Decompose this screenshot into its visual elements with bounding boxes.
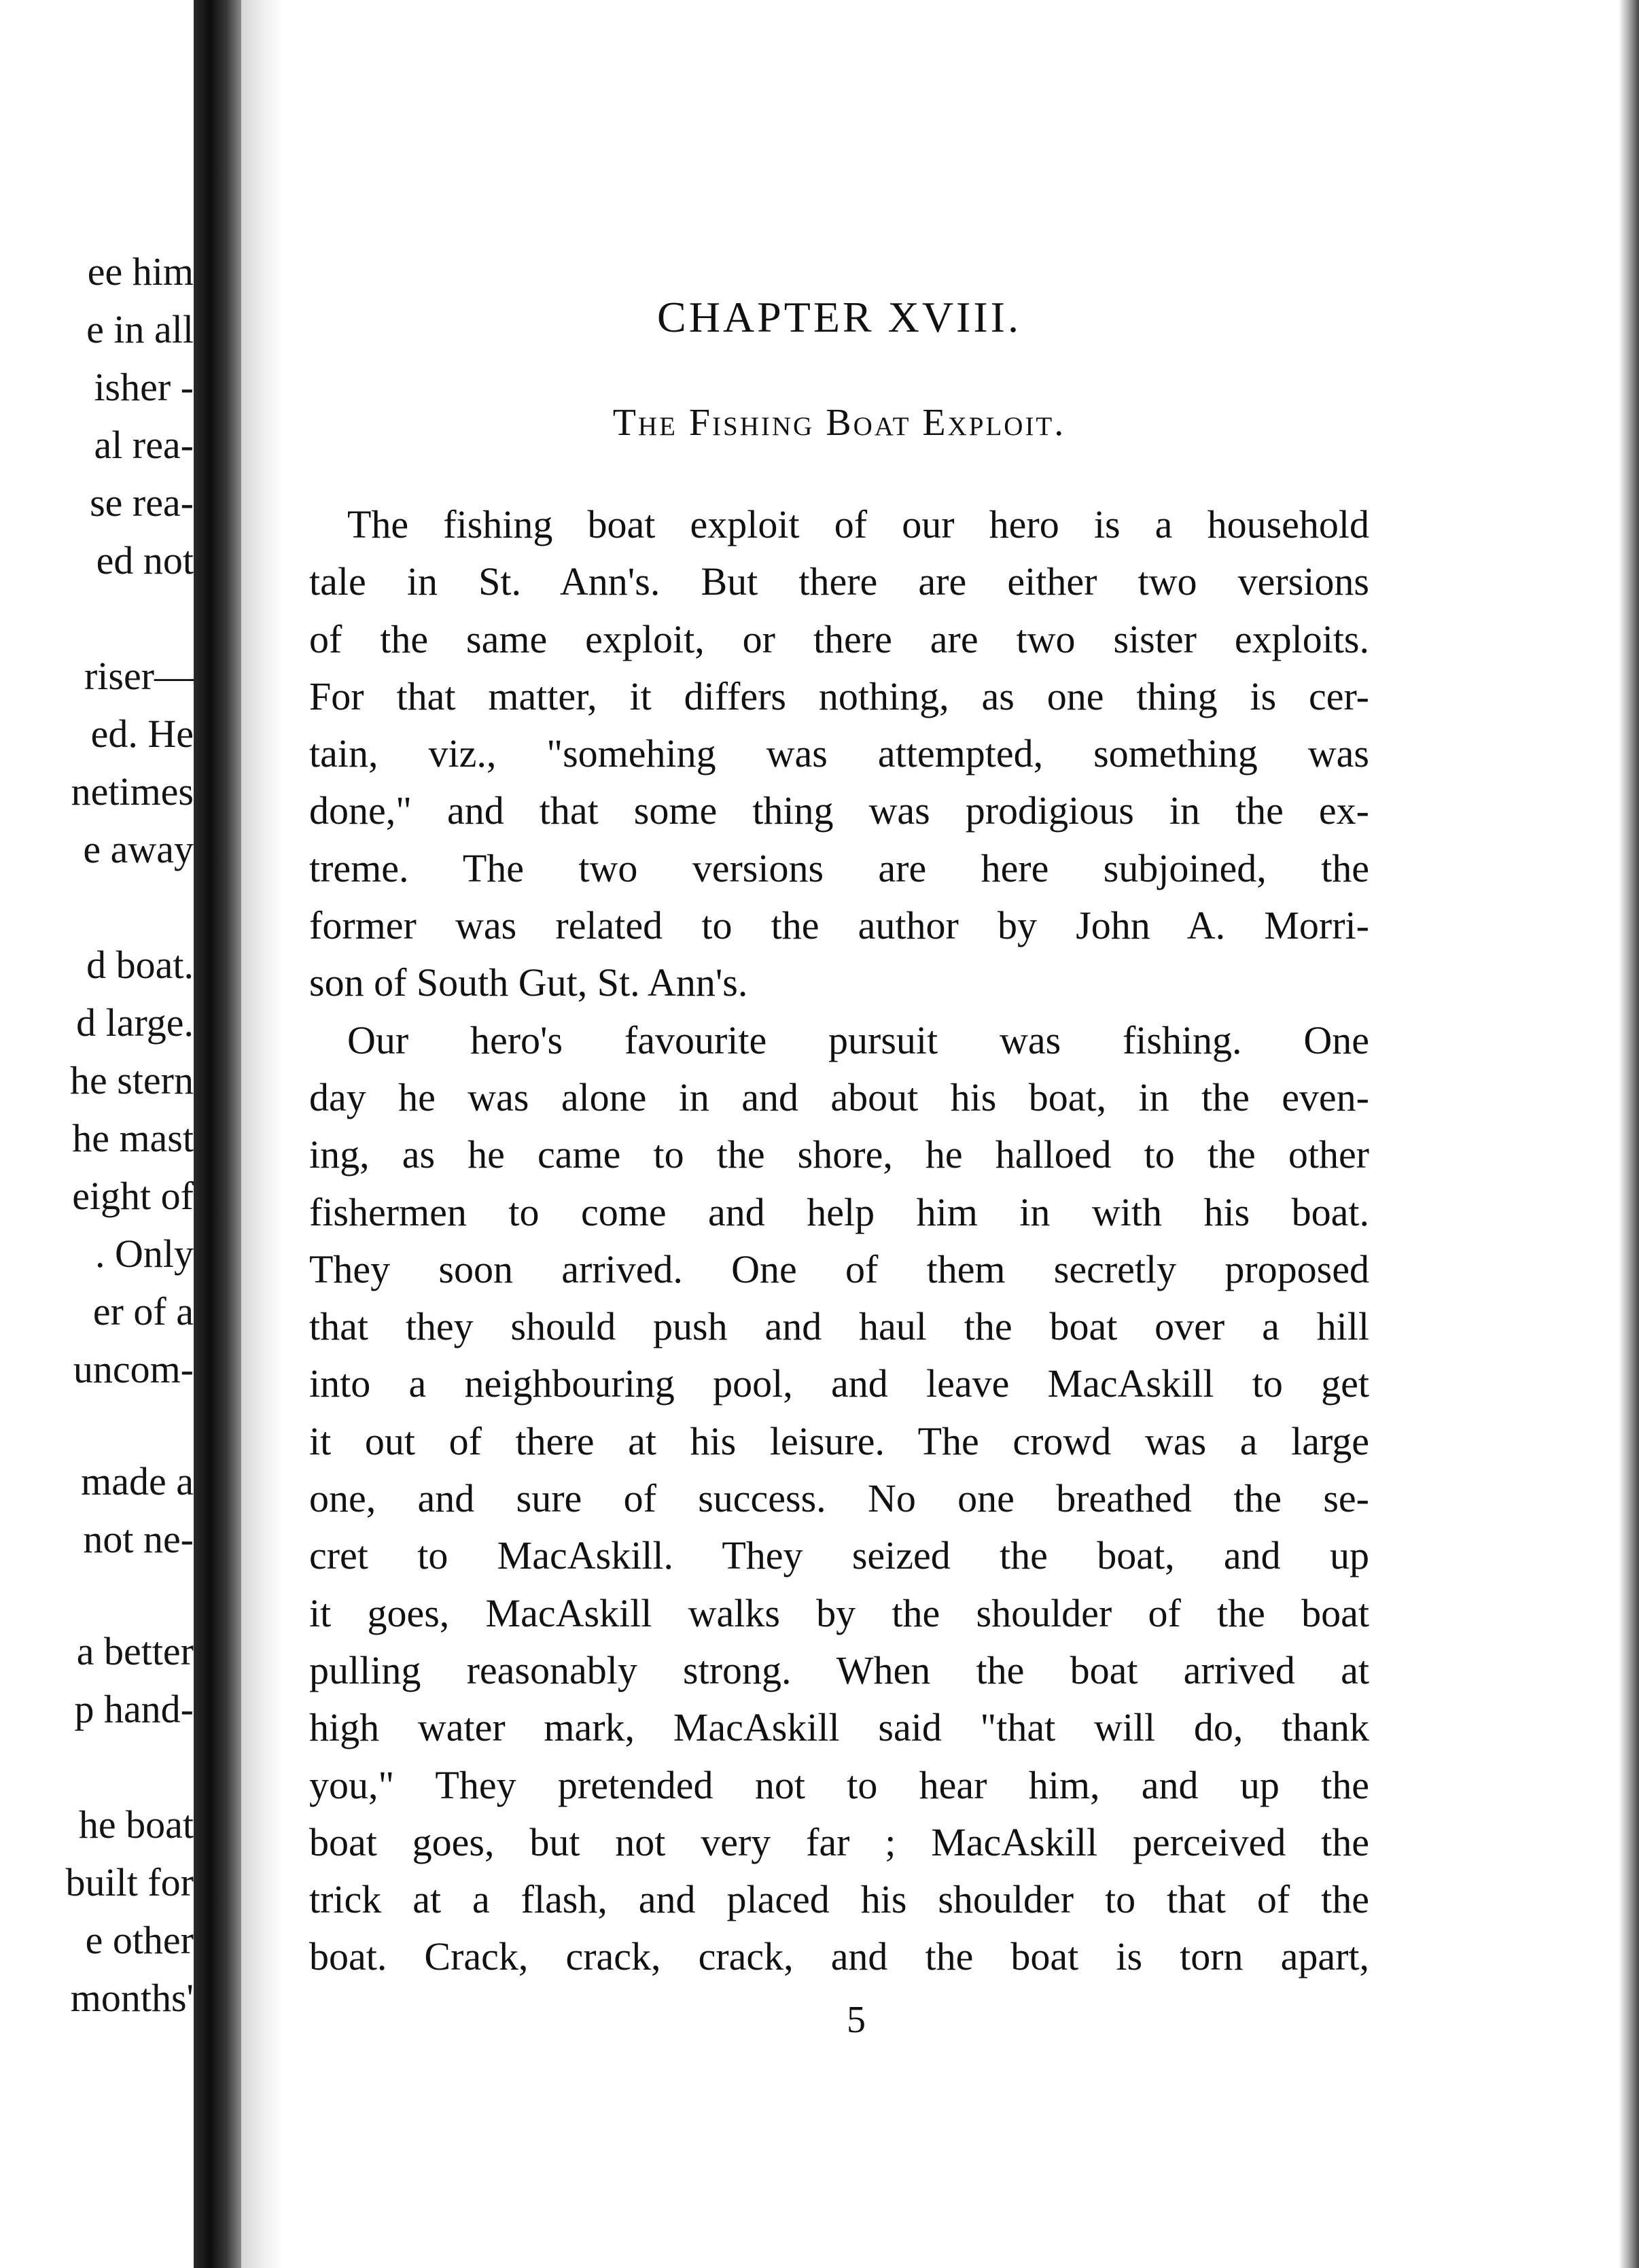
book-gutter [194,0,241,2268]
previous-page-line: months' [70,1976,194,2020]
previous-page-line: he stern [70,1058,194,1102]
text-line: that they should push and haul the boat over a hill [309,1304,1369,1349]
previous-page-line: made a [81,1459,194,1503]
page-edge [1619,0,1639,2268]
text-line: it out of there at his leisure. The crowd was a large [309,1418,1369,1463]
previous-page-line: se rea- [90,481,194,525]
previous-page-line: uncom- [73,1347,194,1391]
text-line: you," They pretended not to hear him, and up the [309,1762,1369,1807]
text-line: The fishing boat exploit of our hero is a household [347,502,1369,546]
text-line: day he was alone in and about his boat, in the even- [309,1075,1369,1119]
text-line: former was related to the author by John A. Morri- [309,903,1369,948]
previous-page-line: ed. He [90,712,194,756]
text-line: tale in St. Ann's. But there are either two versions [309,559,1369,604]
text-line: tain, viz., "somehing was attempted, something was [309,731,1369,776]
text-line: fishermen to come and help him in with his boat. [309,1189,1369,1234]
previous-page-line: er of a [92,1289,194,1333]
previous-page-line: riser— [84,654,194,698]
body-text [309,496,1369,1986]
text-line: high water mark, MacAskill said "that will do, thank [309,1705,1369,1750]
gutter-shadow [241,0,282,2268]
text-line: done," and that some thing was prodigious in the ex- [309,788,1369,833]
previous-page-line: . Only [95,1232,194,1276]
chapter-title: The Fishing Boat Exploit. [612,402,1066,444]
text-line: boat goes, but not very far ; MacAskill perceived the [309,1819,1369,1864]
text-line: into a neighbouring pool, and leave MacAskill to get [309,1361,1369,1406]
chapter-heading: CHAPTER XVIII. [657,293,1021,341]
previous-page-line: e away [83,827,194,871]
previous-page-line: netimes [71,769,194,814]
text-line: ing, as he came to the shore, he halloed to the other [309,1132,1369,1177]
text-line: boat. Crack, crack, crack, and the boat is torn apart, [309,1934,1369,1979]
text-line: Our hero's favourite pursuit was fishing. One [347,1017,1369,1062]
text-line: one, and sure of success. No one breathed the se- [309,1476,1369,1521]
text-line: trick at a flash, and placed his shoulder to that of the [309,1877,1369,1922]
previous-page-line: al rea- [94,423,194,467]
text-line: pulling reasonably strong. When the boat arrived at [309,1647,1369,1692]
text-line: treme. The two versions are here subjoined, the [309,845,1369,890]
previous-page-line: e other [85,1918,194,1962]
previous-page-line: built for [65,1860,194,1904]
text-line: of the same exploit, or there are two sister exploits. [309,616,1369,661]
previous-page-line: not ne- [83,1517,194,1561]
previous-page-line: he boat [78,1802,194,1847]
text-line: They soon arrived. One of them secretly proposed [309,1246,1369,1291]
previous-page-line: a better [76,1629,194,1673]
text-line: For that matter, it differs nothing, as one thing is cer- [309,674,1369,718]
text-line: cret to MacAskill. They seized the boat, and up [309,1533,1369,1578]
previous-page-line: he mast [72,1116,194,1160]
previous-page-line: eight of [72,1174,194,1218]
previous-page-line: d large. [76,1000,194,1045]
previous-page-line: d boat. [86,943,194,987]
text-line: it goes, MacAskill walks by the shoulder of the boat [309,1590,1369,1635]
previous-page-fragment [0,0,194,2268]
page-number: 5 [847,1999,866,2041]
previous-page-line: ee him [87,249,194,294]
text-line: son of South Gut, St. Ann's. [309,960,748,1005]
previous-page-line: isher - [94,365,194,409]
previous-page-line: ed not [96,538,194,582]
previous-page-line: p hand- [74,1687,194,1731]
previous-page-line: e in all [86,307,194,351]
